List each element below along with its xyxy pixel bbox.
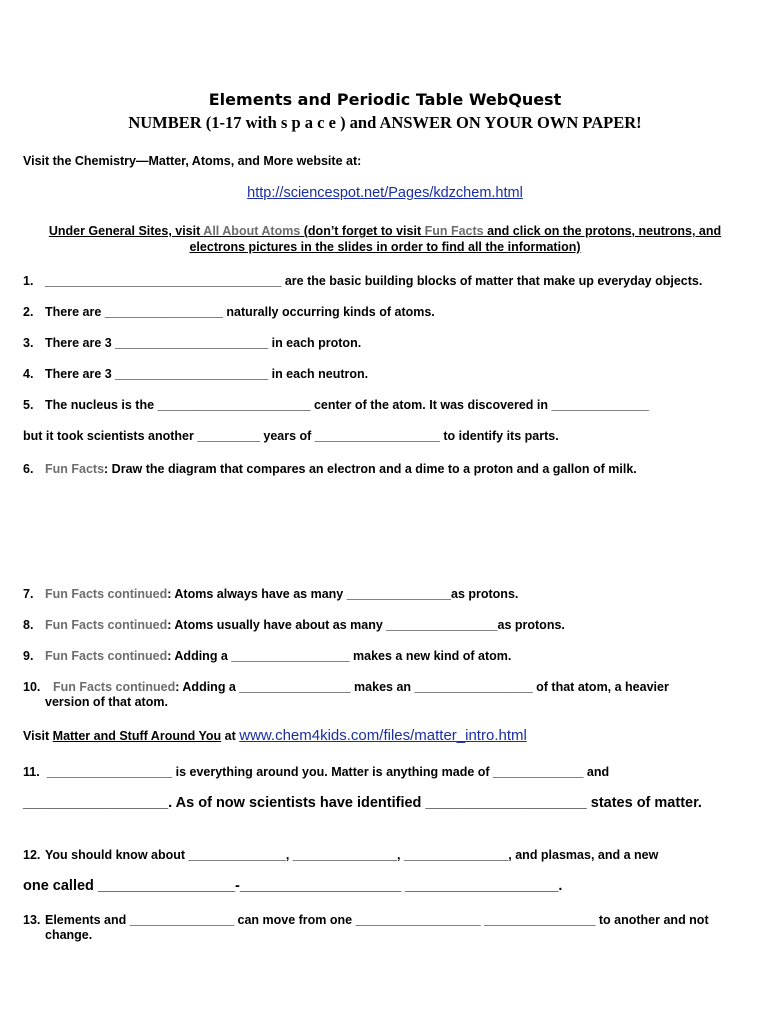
fun-facts-label: Fun Facts continued bbox=[45, 587, 168, 601]
question-text: The nucleus is the ______________________ center of the atom. It was discovered in ______________ bbox=[45, 398, 649, 412]
page-title: Elements and Periodic Table WebQuest bbox=[208, 90, 562, 109]
question-5-continued: but it took scientists another _________ years of __________________ to identify its parts. bbox=[23, 429, 559, 443]
question-text: You should know about ______________, _______________, _______________, and plasmas, and a new bbox=[45, 848, 659, 862]
instructions bbox=[20, 223, 750, 255]
chem4kids-link[interactable]: www.chem4kids.com/files/matter_intro.html bbox=[239, 727, 527, 744]
instructions-line-2: electrons pictures in the slides in order to find all the information) bbox=[189, 240, 581, 254]
question-10 bbox=[23, 679, 669, 695]
question-number: 1. bbox=[23, 274, 34, 288]
question-text: There are _________________ naturally occurring kinds of atoms. bbox=[45, 305, 435, 319]
question-1 bbox=[23, 273, 702, 289]
answer-blank: __________________________________ bbox=[45, 274, 282, 288]
question-text: __________________ is everything around you. Matter is anything made of _____________ and bbox=[47, 765, 610, 779]
question-10-line-2: version of that atom. bbox=[45, 695, 168, 709]
question-7 bbox=[23, 586, 518, 602]
main-url-row bbox=[0, 185, 770, 201]
question-13-line-2: change. bbox=[45, 928, 93, 942]
question-5 bbox=[23, 397, 649, 413]
question-text: Elements and _______________ can move from one __________________ ________________ to another and not bbox=[45, 913, 709, 927]
instructions-text-2: (don’t forget to visit bbox=[300, 224, 425, 238]
question-number: 8. bbox=[23, 618, 34, 632]
question-number: 5. bbox=[23, 398, 34, 412]
all-about-atoms-link[interactable]: All About Atoms bbox=[203, 224, 301, 238]
question-text: : Atoms always have as many _______________as protons. bbox=[167, 587, 519, 601]
question-number: 2. bbox=[23, 305, 34, 319]
instructions-text-1: Under General Sites, visit bbox=[48, 224, 204, 238]
visit-at: at bbox=[221, 729, 240, 743]
question-11 bbox=[23, 764, 609, 780]
visit-text: Visit the Chemistry—Matter, Atoms, and More website at: bbox=[23, 154, 362, 168]
question-text: There are 3 ______________________ in each proton. bbox=[45, 336, 362, 350]
question-number: 13. bbox=[23, 913, 41, 927]
question-number: 4. bbox=[23, 367, 34, 381]
question-4 bbox=[23, 366, 368, 382]
question-number: 7. bbox=[23, 587, 34, 601]
question-8 bbox=[23, 617, 565, 633]
question-11-continued: __________________. As of now scientists have identified ____________________ states of matter. bbox=[23, 795, 702, 811]
question-2 bbox=[23, 304, 435, 320]
question-13 bbox=[23, 912, 709, 928]
question-text: are the basic building blocks of matter that make up everyday objects. bbox=[281, 274, 703, 288]
question-9 bbox=[23, 648, 511, 664]
fun-facts-label: Fun Facts bbox=[45, 462, 105, 476]
question-text: : Adding a _________________ makes a new kind of atom. bbox=[167, 649, 512, 663]
sciencespot-link[interactable]: http://sciencespot.net/Pages/kdzchem.html bbox=[247, 185, 523, 201]
question-text: There are 3 ______________________ in each neutron. bbox=[45, 367, 369, 381]
question-number: 3. bbox=[23, 336, 34, 350]
question-number: 6. bbox=[23, 462, 34, 476]
fun-facts-label: Fun Facts continued bbox=[45, 649, 168, 663]
instructions-line-1 bbox=[20, 223, 750, 239]
matter-and-stuff-label: Matter and Stuff Around You bbox=[52, 729, 222, 743]
question-12 bbox=[23, 847, 658, 863]
instructions-text-3: and click on the protons, neutrons, and bbox=[483, 224, 722, 238]
question-number: 10. bbox=[23, 680, 41, 694]
question-text: : Draw the diagram that compares an electron and a dime to a proton and a gallon of milk. bbox=[104, 462, 637, 476]
fun-facts-label: Fun Facts continued bbox=[53, 680, 176, 694]
fun-facts-link[interactable]: Fun Facts bbox=[424, 224, 484, 238]
visit-chem4kids bbox=[23, 728, 527, 744]
question-text: : Adding a ________________ makes an _________________ of that atom, a heavier bbox=[175, 680, 669, 694]
question-3 bbox=[23, 335, 361, 351]
question-text: : Atoms usually have about as many ________________as protons. bbox=[167, 618, 565, 632]
question-number: 12. bbox=[23, 848, 41, 862]
fun-facts-label: Fun Facts continued bbox=[45, 618, 168, 632]
question-number: 9. bbox=[23, 649, 34, 663]
question-6 bbox=[23, 461, 637, 477]
visit-prefix: Visit bbox=[23, 729, 53, 743]
question-number: 11. bbox=[23, 765, 40, 779]
page-subtitle: NUMBER (1-17 with s p a c e ) and ANSWER ON YOUR OWN PAPER! bbox=[128, 113, 642, 132]
question-12-continued: one called _________________-____________________ ___________________. bbox=[23, 878, 563, 894]
